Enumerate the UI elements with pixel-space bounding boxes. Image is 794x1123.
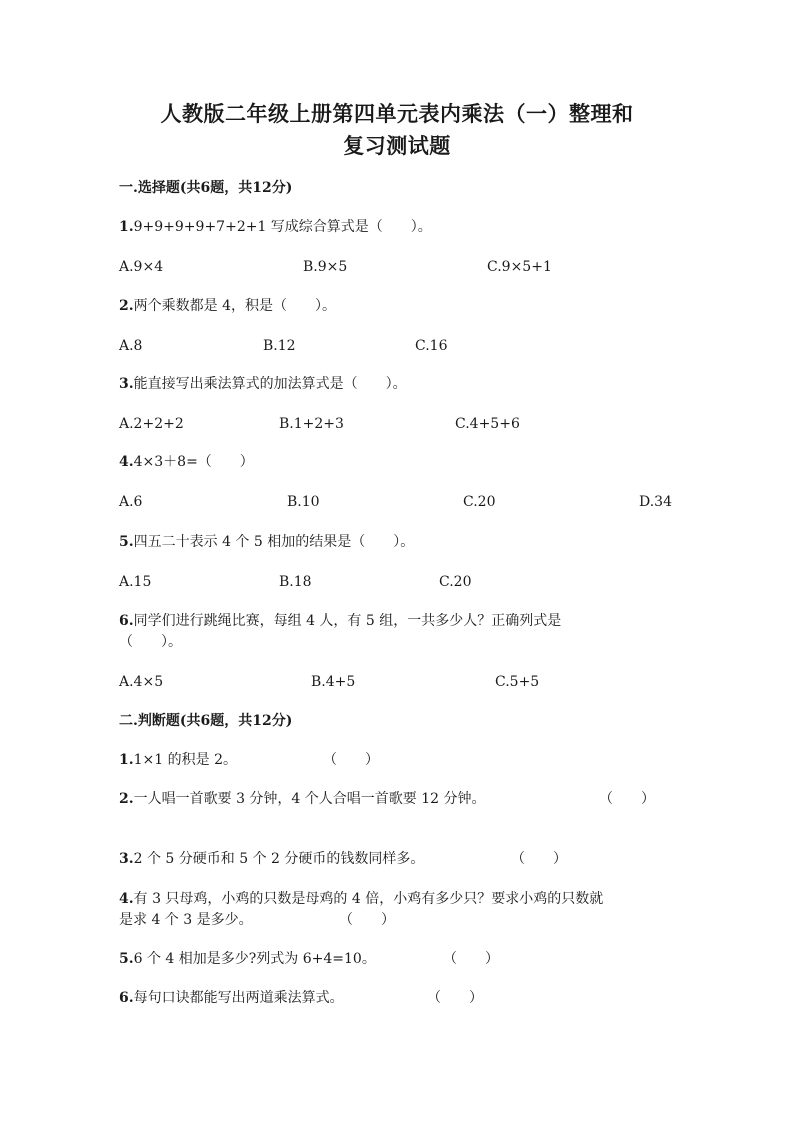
option-b[interactable]: B.1+2+3 [279, 416, 344, 432]
judge-question-2 [119, 789, 486, 810]
choice-question-2 [119, 296, 336, 317]
question-number: 4. [119, 891, 134, 907]
question-text: 四五二十表示 4 个 5 相加的结果是（ ）。 [133, 534, 415, 550]
choice-question-5 [119, 532, 414, 553]
question-text-continued: （ ）。 [119, 634, 182, 650]
question-text: 6 个 4 相加是多少?列式为 6+4=10。 [133, 951, 376, 967]
title-line-2: 复习测试题 [343, 133, 451, 158]
judge-question-1 [119, 750, 237, 771]
choice-question-6-continued [119, 632, 182, 653]
option-a[interactable]: A.4×5 [119, 674, 164, 690]
judge-question-5 [119, 949, 376, 970]
section-2-heading: 二.判断题(共6题，共12分) [119, 713, 293, 729]
question-text: 4×3＋8=（ ） [133, 454, 254, 470]
question-text: 两个乘数都是 4，积是（ ）。 [133, 298, 336, 314]
question-text: 每句口诀都能写出两道乘法算式。 [133, 990, 344, 1006]
choice-question-3 [119, 374, 407, 395]
option-b[interactable]: B.9×5 [303, 259, 348, 275]
choice-question-1 [119, 217, 432, 238]
judge-question-6 [119, 988, 344, 1009]
option-a[interactable]: A.8 [119, 338, 143, 354]
question-number: 6. [119, 990, 134, 1006]
question-text: 一人唱一首歌要 3 分钟，4 个人合唱一首歌要 12 分钟。 [133, 791, 486, 807]
option-a[interactable]: A.6 [119, 494, 143, 510]
question-text: 能直接写出乘法算式的加法算式是（ ）。 [133, 376, 407, 392]
judge-question-3 [119, 849, 424, 870]
judge-question-4 [119, 889, 603, 910]
question-number: 1. [119, 219, 134, 235]
question-number: 1. [119, 752, 134, 768]
question-text-continued: 是求 4 个 3 是多少。 [119, 912, 253, 928]
option-c[interactable]: C.20 [463, 494, 496, 510]
option-a[interactable]: A.9×4 [119, 259, 164, 275]
option-c[interactable]: C.4+5+6 [455, 416, 520, 432]
title-line-1: 人教版二年级上册第四单元表内乘法（一）整理和 [160, 101, 634, 126]
option-c[interactable]: C.5+5 [495, 674, 540, 690]
option-d[interactable]: D.34 [639, 494, 672, 510]
page-title [0, 98, 794, 162]
option-a[interactable]: A.2+2+2 [119, 416, 184, 432]
option-a[interactable]: A.15 [119, 574, 152, 590]
question-text: 同学们进行跳绳比赛，每组 4 人，有 5 组，一共多少人？正确列式是 [133, 613, 562, 629]
choice-question-4 [119, 452, 254, 473]
question-text: 2 个 5 分硬币和 5 个 2 分硬币的钱数同样多。 [133, 851, 425, 867]
question-number: 2. [119, 791, 134, 807]
answer-blank[interactable]: （ ） [443, 951, 499, 967]
judge-question-4-continued [119, 910, 253, 931]
question-text: 1×1 的积是 2。 [133, 752, 237, 768]
question-number: 2. [119, 298, 134, 314]
question-number: 3. [119, 851, 134, 867]
question-text: 有 3 只母鸡，小鸡的只数是母鸡的 4 倍，小鸡有多少只？要求小鸡的只数就 [133, 891, 604, 907]
section-1-heading: 一.选择题(共6题，共12分) [119, 180, 293, 196]
question-number: 3. [119, 376, 134, 392]
option-b[interactable]: B.12 [263, 338, 296, 354]
answer-blank[interactable]: （ ） [427, 990, 483, 1006]
question-number: 5. [119, 951, 134, 967]
answer-blank[interactable]: （ ） [511, 851, 567, 867]
question-text: 9+9+9+9+7+2+1 写成综合算式是（ ）。 [133, 219, 432, 235]
answer-blank[interactable]: （ ） [323, 752, 379, 768]
question-number: 5. [119, 534, 134, 550]
option-c[interactable]: C.16 [415, 338, 448, 354]
question-number: 4. [119, 454, 134, 470]
choice-question-6 [119, 611, 561, 632]
option-c[interactable]: C.20 [439, 574, 472, 590]
option-c[interactable]: C.9×5+1 [487, 259, 552, 275]
answer-blank[interactable]: （ ） [339, 912, 395, 928]
question-number: 6. [119, 613, 134, 629]
option-b[interactable]: B.18 [279, 574, 312, 590]
option-b[interactable]: B.4+5 [311, 674, 356, 690]
answer-blank[interactable]: （ ） [599, 791, 655, 807]
option-b[interactable]: B.10 [287, 494, 320, 510]
